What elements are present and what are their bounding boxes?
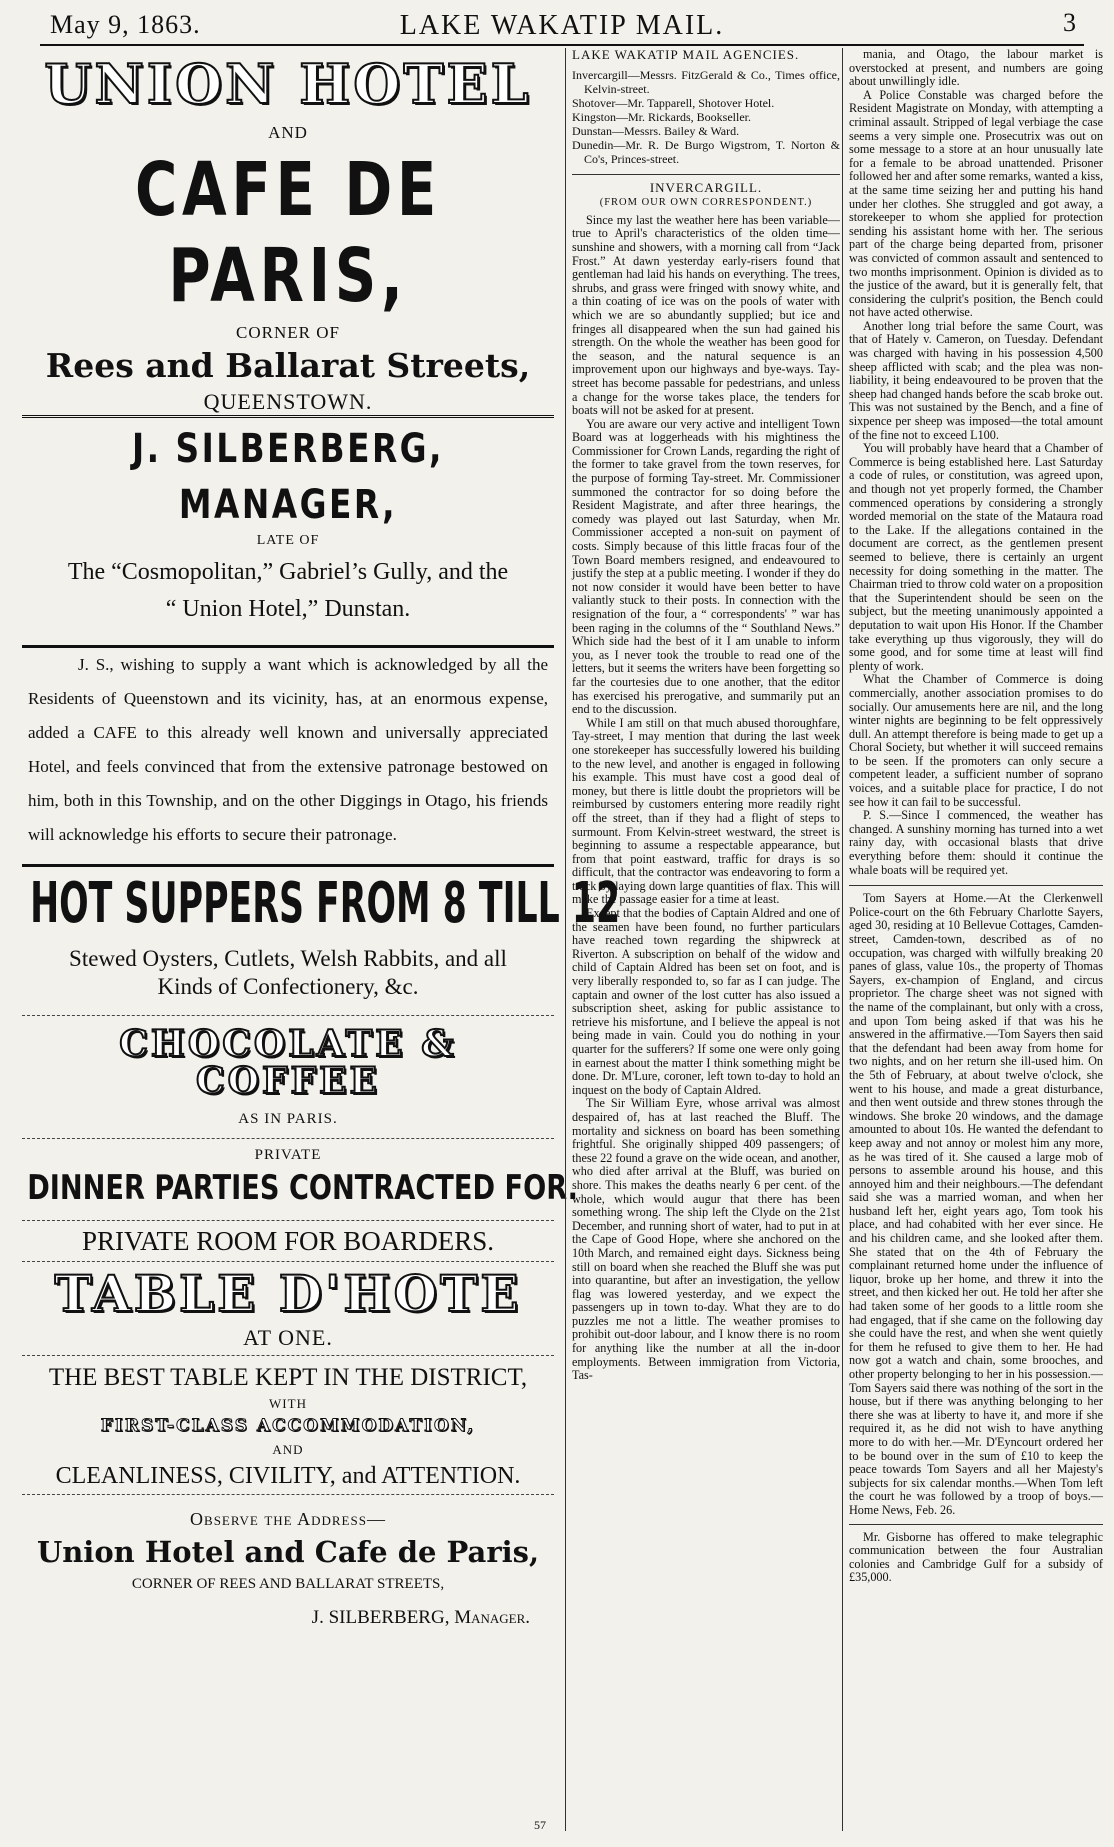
ad-union-hotel: UNION HOTEL (44, 52, 532, 116)
ad-late-line1: The “Cosmopolitan,” Gabriel’s Gully, and the (67, 558, 509, 585)
ad-and: AND (268, 122, 308, 142)
agency-item: Invercargill—Messrs. FitzGerald & Co., Times office, Kelvin-street. (572, 67, 840, 96)
invercargill-continued (849, 48, 1103, 877)
header-title: LAKE WAKATIP MAIL. (399, 10, 725, 41)
ad-stewed-line2: Kinds of Confectionery, &c. (157, 973, 419, 999)
article-paragraph: You are aware our very active and intelligent Town Board was at loggerheads with his mightiness the Commissioner for Crown Lands, regarding the right of the former to take gravel from the town reserves, for the purpose of forming Tay-street. Mr. Commissioner summoned the contractor for so doing before the Resident Magistrate, and after three hearings, the comedy was played out last Saturday, when Mr. Commissioner accepted a non-suit on payment of costs. Simply because of this little fracas four of the Town Board members resigned, and endeavoured to justify the step at a public meeting. I wonder if they do not now consider it would have been better to have valiantly stuck to their posts. In connection with the resignation of the four, a “ correspondents' ” war has been raging in the columns of the “ Southland News.” Which side had the best of it I am unable to inform you, as I never took the trouble to read one of the letters, but it seems the writers have been forgetting so far the courtesies due to one another, that the editor has exercised his prerogative, and summarily put an end to the discussion. (572, 416, 840, 717)
column-3 (842, 48, 1103, 1831)
ad-address-manager: J. SILBERBERG, Manager. (311, 1606, 530, 1628)
ad-hot-suppers: HOT SUPPERS FROM 8 TILL 12 (30, 870, 621, 936)
ad-table-dhote: TABLE D'HOTE (54, 1264, 522, 1324)
ad-private-room: PRIVATE ROOM FOR BOARDERS. (81, 1226, 495, 1257)
page-header (40, 6, 1084, 46)
ad-address-name: Union Hotel and Cafe de Paris, (36, 1534, 540, 1569)
divider (22, 1494, 554, 1495)
article-paragraph: What the Chamber of Commerce is doing commercially, another association promises to do socially. Our amusements here are nil, and the long winter nights are beginning to be felt oppressively dull. An attempt therefore is being made to get up a Choral Society, but whether it will succeed remains to be seen. If the promoters can only secure a competent leader, a sufficient number of soprano voices, and a suitable place for practice, I do not see how it can fail to be successful. (849, 672, 1103, 809)
ad-cafe-de-paris: CAFE DE PARIS, (134, 146, 442, 319)
ad-at-one: AT ONE. (243, 1324, 333, 1350)
ad-with: WITH (269, 1395, 307, 1411)
ad-paragraph: J. S., wishing to supply a want which is acknowledged by all the Residents of Queenstown and its vicinity, has, at an enormous expense, added a CAFE to this already well known and universally appreciated Hotel, and feels convinced that from the extensive patronage bestowed on him, both in this Township, and on the other Diggings in Otago, his friends will acknowledge his efforts to secure their patronage. (28, 654, 548, 844)
article-paragraph: A Police Constable was charged before the Resident Magistrate on Monday, with attempting a criminal assault. Stripped of legal verbiage the case seems a very simple one. Prosecutrix was out on some message to a store at an hour unusually late for a female to be abroad unattended. Prisoner followed her and after some remarks, wanted a kiss, at the same time seizing her and putting his hand under her clothes. She struggled and got away, a storekeeper to whom she applied for protection sending his assistant home with her. The serious part of the charge being departed from, prisoner was convicted of common assault and sentenced to two months imprisonment. Opinion is divided as to the justice of the award, but it is generally felt, that considering the culprit's position, the Bench could not have acted otherwise. (849, 87, 1103, 320)
ad-stewed-line1: Stewed Oysters, Cutlets, Welsh Rabbits, and all (69, 945, 507, 971)
agency-item: Dunedin—Mr. R. De Burgo Wigstrom, T. Norton & Co's, Princes-street. (572, 137, 840, 166)
article-paragraph: Since my last the weather here has been variable—true to April's characteristics of the olden time—sunshine and showers, with a morning call from “Jack Frost.” At dawn yesterday early-risers found that gentleman had laid his hands on everything. The trees, shrubs, and grass were fringed with snowy white, and a thin coating of ice was on the pools of water with which we are so abundantly supplied; but ice and fringes all disappeared when the sun had gained his strength. On the whole the weather has been good for the season, and the natural sequence is an improvement upon our highways and bye-ways. Tay-street has become passable for pedestrians, and unless a change for the worse takes place, the tenders for boats will not be asked for at present. (572, 212, 840, 418)
agency-item: Kingston—Mr. Rickards, Bookseller. (572, 109, 751, 124)
divider (22, 1138, 554, 1139)
article-paragraph: mania, and Otago, the labour market is overstocked at present, and numbers are going about unwillingly idle. (849, 47, 1103, 89)
header-date: May 9, 1863. (50, 10, 201, 39)
ad-best-table: THE BEST TABLE KEPT IN THE DISTRICT, (48, 1363, 528, 1391)
article-paragraph: While I am still on that much abused thoroughfare, Tay-street, I may mention that during the last week one storekeeper has successfully lowered his building to the new level, and another is engaged in following his example. This must have cost a good deal of money, but there is little doubt the proprietors will be reimbursed by customers entering more readily right off the street, than if they had a flight of steps to surmount. From Kelvin-street westward, the street is beginning to assume a respectable appearance, but from that point eastward, traffic for drays is so difficult, that the contractor was endeavoring to form a track by laying down large quantities of flax. This will make the passage easier for a time at least. (572, 715, 840, 907)
column-2 (565, 48, 840, 1831)
invercargill-subtitle: (FROM OUR OWN CORRESPONDENT.) (599, 197, 813, 209)
divider (849, 1524, 1103, 1525)
ad-streets: Rees and Ballarat Streets, (45, 345, 531, 385)
agency-item: Dunstan—Messrs. Bailey & Ward. (572, 123, 740, 138)
divider (22, 1261, 554, 1262)
article-paragraph: You will probably have heard that a Chamber of Commerce is being established here. Last Saturday a code of rules, or constitution, was agreed upon, and though not yet properly formed, the Chamber commenced operations by considering a strongly worded memorial on the state of the Mataura road to the Lake. If the allegations contained in the document are correct, as the gentlemen present seemed to believe, there is certainly an urgent necessity for doing something in the matter. The Chairman tried to throw cold water on a proposition that the Superintendent should be seen on the subject, but the meeting unanimously appointed a deputation to wait upon His Honor. If the Chamber take everything up thus vigorously, they will do some good, and for some time at least will find plenty of work. (849, 441, 1103, 673)
divider (572, 174, 840, 175)
gisborne-note: Mr. Gisborne has offered to make telegraphic communication between the four Australian colonies and Cambridge Gulf for a subsidy of £35,000. (849, 1529, 1103, 1585)
ad-first-class: FIRST-CLASS ACCOMMODATION, (100, 1415, 476, 1436)
ad-private: PRIVATE (254, 1147, 322, 1164)
ad-town: QUEENSTOWN. (203, 388, 373, 414)
ad-manager: J. SILBERBERG, MANAGER, (132, 425, 444, 528)
ad-and2: AND (272, 1441, 304, 1457)
agencies-title: LAKE WAKATIP MAIL AGENCIES. (572, 47, 800, 62)
hotel-advertisement (22, 48, 621, 1832)
ad-chocolate-coffee: CHOCOLATE & COFFEE (119, 1022, 457, 1103)
ad-as-in-paris: AS IN PARIS. (238, 1111, 338, 1128)
article-paragraph: P. S.—Since I commenced, the weather has changed. A sunshiny morning has turned into a wet rainy day, with occasional blasts that drive everything before them: should it continue the whale boats will be required yet. (849, 808, 1103, 877)
header-page-number: 3 (1063, 8, 1076, 37)
invercargill-article (572, 214, 840, 1383)
divider (849, 885, 1103, 886)
ad-dinner-parties: DINNER PARTIES CONTRACTED FOR. (27, 1168, 578, 1209)
article-paragraph: The Sir William Eyre, whose arrival was almost despaired of, has at last reached the Bluff. The mortality and sickness on board has been something frightful. She originally shipped 409 passengers; of these 22 found a grave on the wide ocean, and another, who died after arrival at the Bluff, was buried on shore. This makes the deaths nearly 6 per cent. of the whole, which would augur that there has been something wrong. The ship left the Clyde on the 21st December, and running short of water, had to put in at the Cape of Good Hope, where she anchored on the 10th March, and remained eight days. Sickness being still on board when she reached the Bluff she was put into quarantine, but after an investigation, the yellow flag was lowered yesterday, and we expect the passengers up in town to-day. What they are to do puzzles me not a little. The weather promises to prohibit out-door labour, and I know there is no room for anything like the number at all the in-door employments. Between immigration from Victoria, Tas- (572, 1096, 840, 1383)
ad-late-line2: “ Union Hotel,” Dunstan. (165, 595, 411, 622)
tom-sayers-article: Tom Sayers at Home.—At the Clerkenwell Police-court on the 6th February Charlotte Sayers, aged 30, residing at 10 Bellevue Cottages, Camden-street, Camden-town, described as of no occupation, was charged with wilfully breaking 20 panes of glass, value 10s., the property of Thomas Sayers, ex-champion of England, and circus proprietor. The charge sheet was not signed with the name of the complainant, but only with a cross, and upon Tom being asked if that was his he answered in the affirmative.—Tom Sayers then said that the defendant had been away from home for two nights, and on her return she ill-used him. On the 5th of February, at about twelve o'clock, she went to his house, and made a great disturbance, and then went outside and threw stones through the windows. She broke 20 windows, and the damage amounted to about 10s. He wanted the defendant to keep away and not annoy or molest him any more, as he was tired of it. She caused a large mob of persons to assemble around his house, and this annoyed him and their neighbours.—The defendant said she was a married woman, and when her husband left her, eight years ago, Tom took his place, and had cohabited with her ever since. He and his children came, and she looked after them. She stated that on the 4th of February the complainant returned home under the influence of liquor, broke up her home, and threw it into the street, and then kicked her out. He told her after she had taken some of her goods to a little room she had engaged, that if she came on the following day she could have the rest, and when she went quietly for them he refused to give them to her. He had now got a watch and chain, some brooches, and other property belonging to her in his possession.—Tom Sayers said there was nothing of the sort in the house, but if there was anything belonging to her there she was at liberty to have it, and more if she required it, as he did not wish to have anything more to do with her.—Mr. D'Eyncourt ordered her to be bound over in the sum of £10 to keep the peace towards Tom Sayers and all her Majesty's subjects for six calendar months.—When Tom left the court he was followed by a troop of boys.—Home News, Feb. 26. (849, 891, 1103, 1517)
divider (22, 1015, 554, 1016)
ad-cleanliness: CLEANLINESS, CIVILITY, and ATTENTION. (55, 1462, 521, 1489)
invercargill-title: INVERCARGILL. (649, 179, 763, 195)
ad-address-streets: CORNER OF REES AND BALLARAT STREETS, (131, 1575, 445, 1592)
divider (22, 1355, 554, 1356)
ad-corner-of: CORNER OF (236, 322, 340, 342)
article-paragraph: Except that the bodies of Captain Aldred and one of the seamen have been found, no further particulars have reached town regarding the shipwreck at Riverton. A subscription on behalf of the widow and child of Captain Aldred has been set on foot, and is very liberally responded to, so far as I can judge. The captain and owner of the lost cutter has also issued a subscription sheet, asking for public assistance to retrieve his misfortune, and I believe the appeal is not being made in vain. Could you do nothing in your quarter for the sufferers? If some one were only going in earnest about the matter I think something might be done. Dr. M'Lure, coroner, left town to-day to hold an inquest on the body of Captain Aldred. (572, 906, 840, 1097)
agencies-list (572, 68, 840, 166)
ad-ref-number: 57 (534, 1818, 546, 1832)
ad-late-of: LATE OF (256, 532, 320, 548)
article-paragraph: Another long trial before the same Court, was that of Hately v. Cameron, on Tuesday. Defendant was charged with having in his possession 4,500 sheep afflicted with scab; and the plea was non-liability, it being endeavoured to be proven that the sheep had changed hands before the scab broke out. This was not sustained by the Bench, and a fine of sixpence per sheep was imposed—the total amount of the fine not to exceed L100. (849, 318, 1103, 442)
ad-observe: Observe the Address— (190, 1508, 386, 1529)
agency-item: Shotover—Mr. Tapparell, Shotover Hotel. (572, 95, 775, 110)
